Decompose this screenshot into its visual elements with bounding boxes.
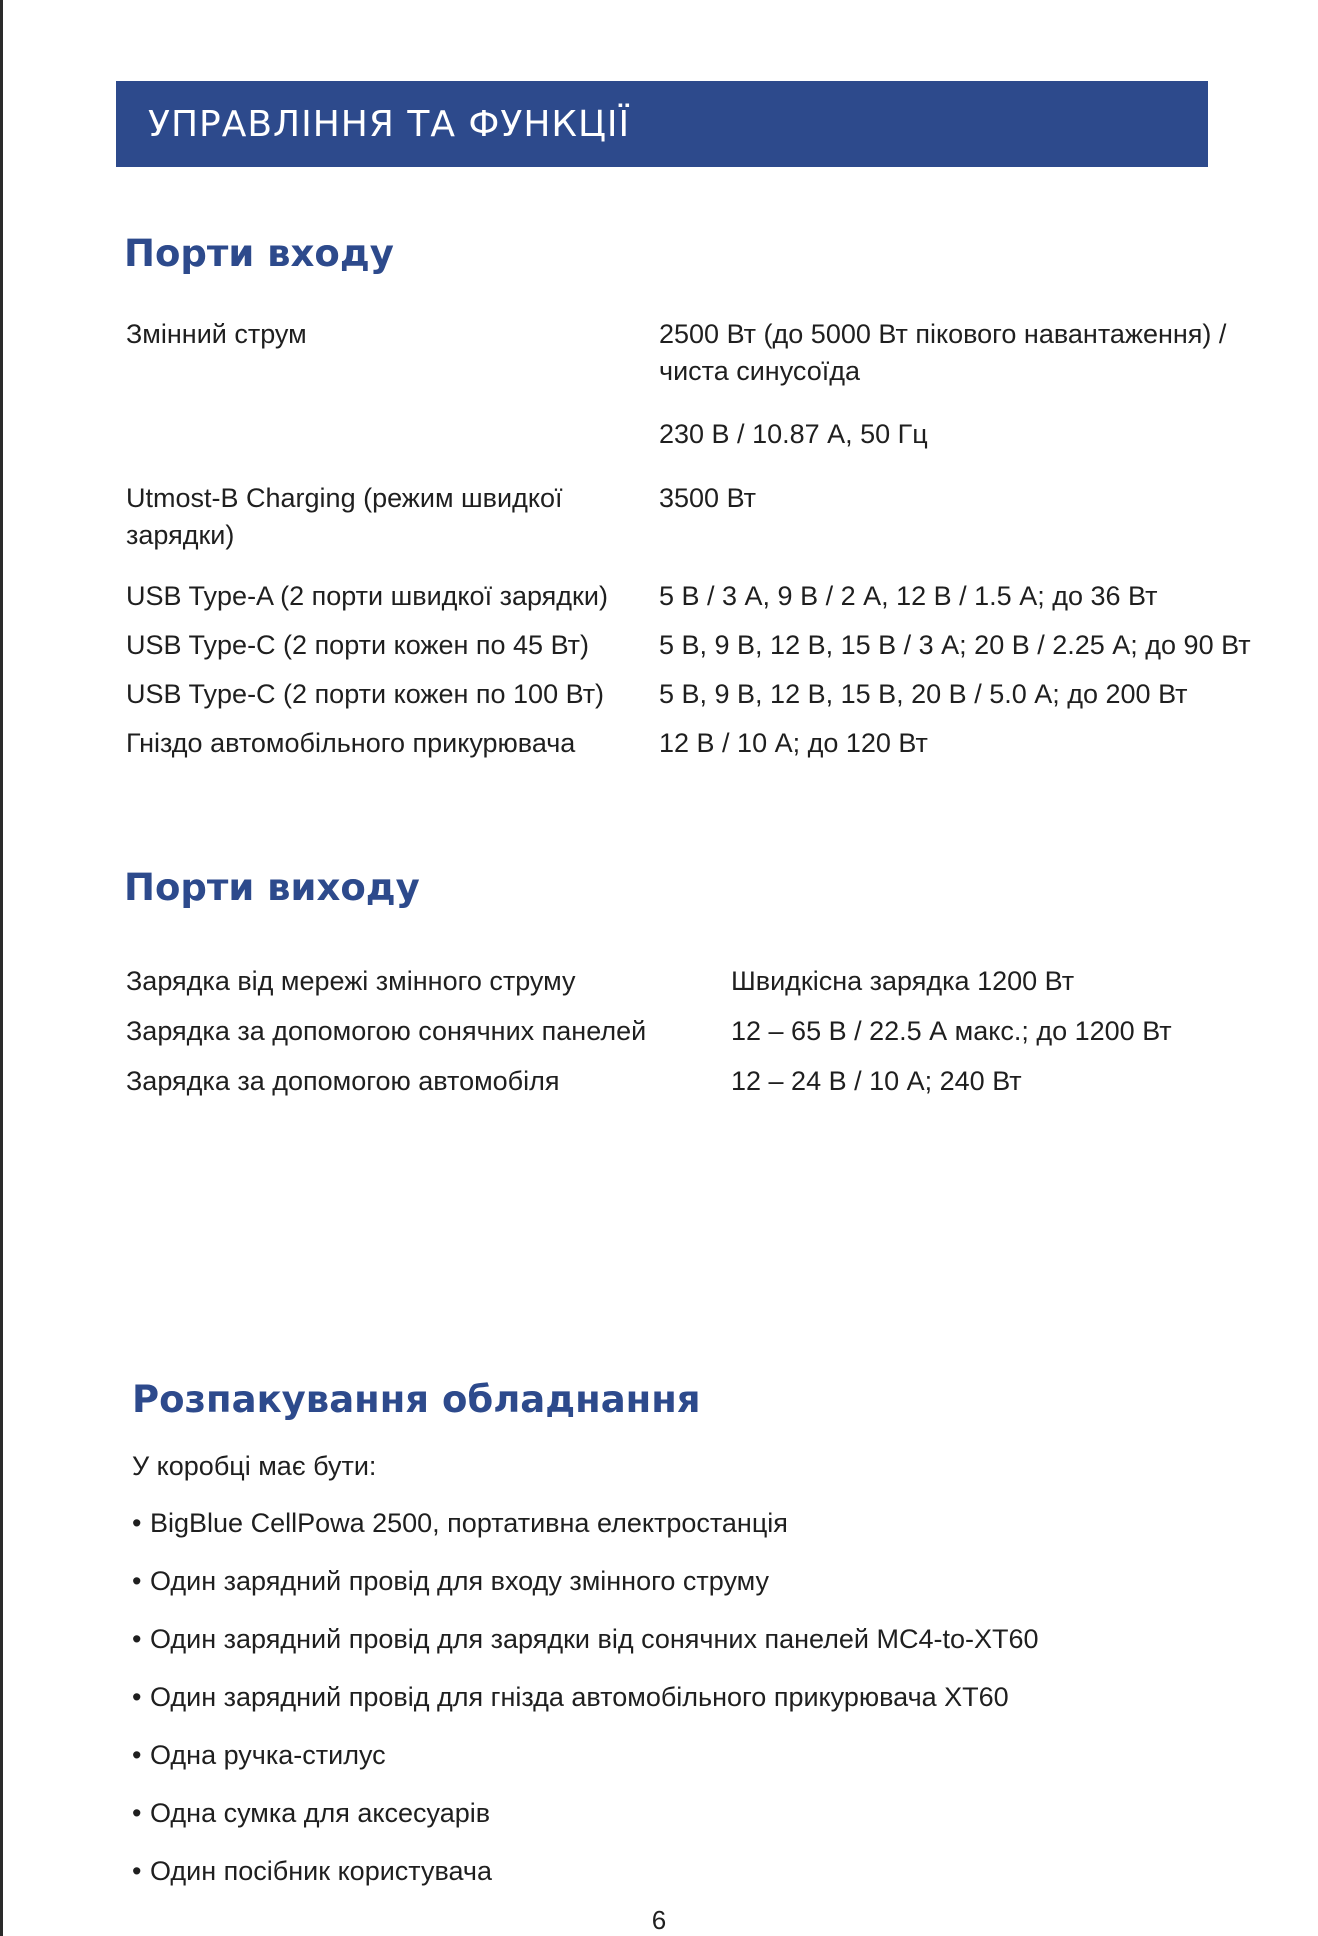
row-value: 5 В / 3 А, 9 В / 2 А, 12 В / 1.5 А; до 36 Вт: [659, 581, 1158, 611]
section-banner: [116, 81, 1208, 167]
list-item-text: Один посібник користувача: [150, 1856, 493, 1886]
bullet: •: [132, 1740, 142, 1770]
list-item: [132, 1795, 1039, 1853]
row-value: 12 В / 10 А; до 120 Вт: [659, 728, 928, 758]
row-value: 5 В, 9 В, 12 В, 15 В / 3 А; 20 В / 2.25 А; до 90 Вт: [659, 630, 1251, 660]
row-label: USB Type-A (2 порти швидкої зарядки): [126, 581, 608, 611]
row-value: 2500 Вт (до 5000 Вт пікового навантаження) /: [659, 319, 1227, 349]
bullet: •: [132, 1682, 142, 1712]
output-ports-heading: Порти виходу: [124, 866, 420, 909]
page-number: 6: [651, 1905, 667, 1935]
list-item-text: Одна сумка для аксесуарів: [150, 1798, 491, 1828]
row-value: 230 В / 10.87 А, 50 Гц: [659, 419, 928, 449]
input-ports-heading: Порти входу: [124, 232, 394, 275]
bullet: •: [132, 1798, 142, 1828]
list-item: [132, 1621, 1039, 1679]
row-label: USB Type-C (2 порти кожен по 100 Вт): [126, 679, 605, 709]
unpacking-heading: Розпакування обладнання: [132, 1378, 701, 1421]
row-label: USB Type-C (2 порти кожен по 45 Вт): [126, 630, 590, 660]
list-item-text: Один зарядний провід для зарядки від сонячних панелей MC4-to-XT60: [150, 1624, 1039, 1654]
page-edge: [0, 0, 3, 1936]
row-label: Зарядка за допомогою автомобіля: [126, 1066, 560, 1096]
banner-title: УПРАВЛІННЯ ТА ФУНКЦІЇ: [148, 103, 631, 145]
row-value: 12 – 24 В / 10 А; 240 Вт: [731, 1066, 1022, 1096]
list-item-text: Один зарядний провід для гнізда автомобільного прикурювача XT60: [150, 1682, 1009, 1712]
list-item-text: Один зарядний провід для входу змінного струму: [150, 1566, 770, 1596]
list-item: [132, 1563, 1039, 1621]
bullet: •: [132, 1508, 142, 1538]
list-item-text: BigBlue CellPowa 2500, портативна електростанція: [150, 1508, 788, 1538]
row-value: 3500 Вт: [659, 483, 757, 513]
list-item-text: Одна ручка-стилус: [150, 1740, 386, 1770]
row-label: Гніздо автомобільного прикурювача: [126, 728, 576, 758]
list-item: [132, 1737, 1039, 1795]
bullet: •: [132, 1856, 142, 1886]
row-label: Зарядка від мережі змінного струму: [126, 966, 576, 996]
bullet: •: [132, 1566, 142, 1596]
row-value: Швидкісна зарядка 1200 Вт: [731, 966, 1075, 996]
row-label: Змінний струм: [126, 319, 307, 349]
list-item: [132, 1679, 1039, 1737]
list-item: [132, 1505, 1039, 1563]
row-value-continued: чиста синусоїда: [659, 356, 861, 386]
row-value: 12 – 65 В / 22.5 А макс.; до 1200 Вт: [731, 1016, 1172, 1046]
bullet: •: [132, 1624, 142, 1654]
row-label: Utmost-B Charging (режим швидкої: [126, 483, 563, 513]
row-label: Зарядка за допомогою сонячних панелей: [126, 1016, 647, 1046]
list-intro: У коробці має бути:: [132, 1451, 377, 1481]
list-item: [132, 1853, 1039, 1911]
box-contents-list: [132, 1505, 1039, 1911]
row-value: 5 В, 9 В, 12 В, 15 В, 20 В / 5.0 А; до 200 Вт: [659, 679, 1188, 709]
row-label-continued: зарядки): [126, 520, 235, 550]
